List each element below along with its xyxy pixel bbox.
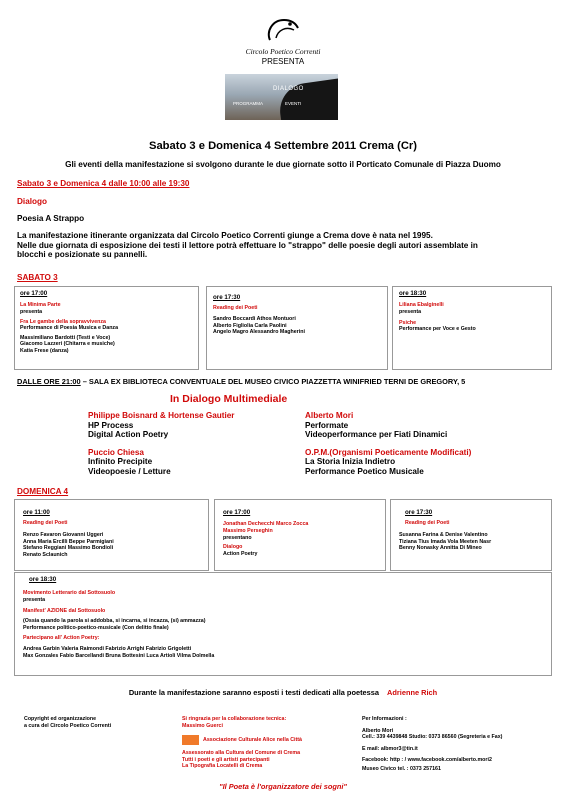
poster-title: DIALOGO: [273, 86, 304, 92]
event-presenta: presenta: [23, 597, 46, 603]
copyright: [24, 716, 111, 729]
artist-work: Digital Action Poetry: [88, 430, 169, 440]
info-line: Museo Civico tel. : 0373 257161: [362, 765, 441, 772]
sabato-heading: SABATO 3: [17, 273, 58, 282]
artist-work: Performate: [305, 420, 349, 430]
description-line: La manifestazione itinerante organizzata dal Circolo Poetico Correnti giunge a Crema dove è nata nel 1995.: [17, 231, 433, 240]
event-person: Alberto Figliolia Carla Paolini: [213, 322, 287, 329]
event-subtitle: Fra Le gambe della sopravvivenza: [20, 318, 106, 325]
event-time: ore 17:00: [20, 290, 48, 297]
page-title: Sabato 3 e Domenica 4 Settembre 2011 Crema (Cr): [149, 140, 417, 152]
event-person: Giacomo Lazzeri (Chitarra e musiche): [20, 341, 115, 348]
event-person: Massimiliano Bardotti (Testi e Voce): [20, 334, 111, 341]
artist-work: Videoperformance per Fiati Dinamici: [305, 430, 448, 440]
event-title: Reading dei Poeti: [213, 305, 258, 312]
domenica-col-3: [390, 499, 552, 571]
event-person: Renzo Favaron Giovanni Uggeri: [23, 532, 104, 538]
event-presenta: presentano: [223, 534, 252, 541]
artist-name: Philippe Boisnard & Hortense Gautier: [88, 411, 235, 420]
description: [17, 231, 557, 260]
poster-programma: PROGRAMMA: [233, 101, 264, 106]
evening-right: [305, 411, 555, 477]
event-presenta: presenta: [20, 309, 43, 315]
event-time: ore 17:30: [213, 294, 241, 301]
domenica-col-2: [214, 499, 386, 571]
domenica-evening: [14, 572, 552, 676]
event-desc: (Ossia quando la parola si addobba, si incarna, si incazza, (si) ammazza): [23, 618, 206, 625]
event-subtitle: Psiche: [399, 319, 417, 326]
thanks-line: Massimo Guerci: [182, 722, 223, 729]
poster-image: [225, 74, 338, 120]
event-title: Massimo Perseghin: [223, 528, 273, 534]
event-title: Movimento Letterario dal Sottosuolo: [23, 590, 116, 597]
evening-place: – SALA EX BIBLIOTECA CONVENTUALE DEL MUSEO CIVICO PIAZZETTA WINIFRIED TERNI DE GREGORY, 5: [80, 377, 466, 386]
assoc-text: Associazione Culturale Alice nella Città: [203, 737, 303, 743]
thanks-line: Si ringrazia per la collaborazione tecnica:: [182, 716, 287, 722]
event-person: Stefano Reggiani Massimo Bondioli: [23, 545, 114, 552]
artist-name: Alberto Mori: [305, 411, 354, 420]
artist-name: O.P.M.(Organismi Poeticamente Modificati): [305, 447, 472, 457]
assessorato: [182, 750, 300, 770]
event-title: Reading dei Poeti: [23, 520, 68, 527]
evening-location: [17, 378, 465, 387]
info-line: E mail: albmor3@tin.it: [362, 745, 418, 752]
event-title: Jonathan Dechecchi Marco Zocca: [223, 521, 309, 528]
artist-work: Videopoesie / Letture: [88, 466, 171, 476]
schedule-line: Sabato 3 e Domenica 4 dalle 10:00 alle 19:30: [17, 179, 190, 188]
poesia-strappo-label: Poesia A Strappo: [17, 214, 85, 223]
event-person: Tiziana Tius Imada Vola Meeten Nasr: [399, 538, 492, 545]
event-time: ore 17:30: [405, 509, 433, 516]
exhibition-text: Durante la manifestazione saranno esposti i testi dedicati alla poetessa: [128, 688, 379, 697]
event-person: Benny Nonasky Annitta Di Mineo: [399, 545, 482, 552]
event-time: ore 18:30: [399, 290, 427, 297]
artist-work: Performance Poetico Musicale: [305, 466, 424, 476]
org-name: Circolo Poetico Correnti: [245, 47, 321, 56]
event-subtitle: Manifest' AZIONE dal Sottosuolo: [23, 607, 106, 614]
alice-logo-icon: [182, 735, 199, 745]
event-person: Katia Frese (danza): [20, 347, 69, 354]
event-desc: Performance politico-poetico-musicale (Con delitto finale): [23, 624, 169, 631]
description-line: blocchi e posizionate su pannelli.: [17, 250, 148, 260]
presenta-label: PRESENTA: [261, 57, 305, 66]
event-detail: Performance per Voce e Gesto: [399, 326, 476, 333]
event-person: Andrea Garbin Valeria Raimondi Fabrizio Arrighi Fabrizio Grigoletti: [23, 645, 192, 652]
event-detail: Action Poetry: [223, 550, 258, 557]
description-line: Nelle due giornata di esposizione dei testi il lettore potrà effettuare lo "strappo" delle poesie degli autori assemblate in: [17, 240, 478, 250]
partecipano-label: Partecipano all' Action Poetry:: [23, 635, 100, 642]
event-person: Anna Maria Ercilli Beppe Parmigiani: [23, 538, 114, 545]
evening-time: DALLE ORE 21:00: [17, 377, 81, 386]
artist-name: Puccio Chiesa: [88, 447, 144, 457]
event-time: ore 11:00: [23, 509, 50, 516]
domenica-heading: DOMENICA 4: [17, 487, 69, 496]
copyright-line: a cura del Circolo Poetico Correnti: [24, 722, 112, 729]
event-person: Angelo Magro Alessandro Magherini: [213, 329, 305, 336]
sabato-col-1: [14, 286, 199, 370]
info-line: Alberto Mori: [362, 727, 394, 734]
event-person: Sandro Boccardi Athos Montuori: [213, 316, 296, 322]
event-person: Max Gonzales Fabio Barcellandi Bruna Bottesini Luca Artioli Vilma Dolmella: [23, 652, 215, 659]
event-title: Liliana Ebalginelli: [399, 302, 444, 309]
artist-work: La Storia Inizia Indietro: [305, 457, 396, 467]
dialogo-label: Dialogo: [17, 197, 48, 206]
logo-icon: [258, 14, 308, 44]
info-line: Facebook: http : / www.facebook.com/alberto.mori2: [362, 757, 492, 764]
event-title: Reading dei Poeti: [405, 520, 450, 527]
info-line: Cell.: 339 4439848 Studio: 0373 86560 (Segreteria e Fax): [362, 734, 503, 741]
assessorato-line: Assessorato alla Cultura del Comune di Crema: [182, 750, 301, 756]
event-time: ore 18:30: [29, 576, 57, 583]
closing-quote: "Il Poeta è l'organizzatore dei sogni": [219, 782, 347, 791]
assessorato-line: La Tipografia Locatelli di Crema: [182, 763, 263, 770]
copyright-line: Copyright ed organizzazione: [24, 716, 97, 722]
thanks: [182, 716, 286, 729]
event-person: Susanna Farina & Denise Valentino: [399, 532, 488, 538]
event-person: Renato Sclaunich: [23, 551, 68, 558]
info-title: Per Informazioni :: [362, 716, 407, 722]
event-detail: Performance di Poesia Musica e Danza: [20, 325, 119, 332]
exhibition-line: [0, 689, 566, 698]
evening-heading: In Dialogo Multimediale: [170, 393, 288, 405]
evening-left: [88, 411, 298, 477]
assessorato-line: Tutti i poeti e gli artisti partecipanti: [182, 756, 270, 763]
artist-work: HP Process: [88, 420, 134, 430]
intro-text: Gli eventi della manifestazione si svolgono durante le due giornate sotto il Porticato Comunale di Piazza Duomo: [65, 160, 501, 169]
exhibition-poet: Adrienne Rich: [387, 688, 438, 697]
info-block: [362, 716, 502, 773]
event-presenta: presenta: [399, 309, 422, 315]
event-time: ore 17:00: [223, 509, 251, 516]
event-subtitle: Dialogo: [223, 544, 243, 551]
sabato-col-3: [392, 286, 552, 370]
artist-work: Infinito Precipite: [88, 457, 153, 467]
poster-eventi: EVENTI: [285, 101, 302, 106]
event-title: La Minima Parte: [20, 302, 61, 309]
domenica-col-1: [14, 499, 209, 571]
sabato-col-2: [206, 286, 388, 370]
